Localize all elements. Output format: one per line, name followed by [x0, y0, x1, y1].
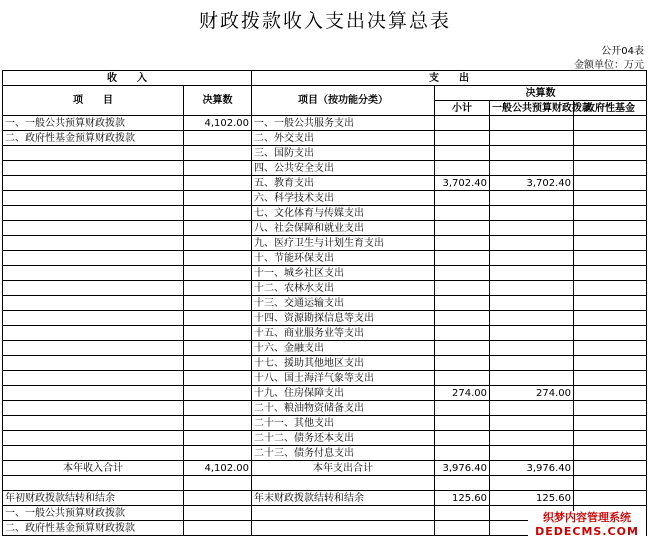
expense-item-cell: 二十、粮油物资储备支出	[252, 401, 435, 416]
watermark-line-1: 织梦内容管理系统	[543, 511, 631, 524]
expense-header: 支 出	[252, 71, 647, 86]
income-item-cell	[3, 401, 184, 416]
expense-final-header: 决算数	[435, 86, 647, 101]
income-item-cell	[3, 221, 184, 236]
income-item-header: 项 目	[3, 86, 184, 116]
expense-item-header: 项目（按功能分类）	[252, 86, 435, 116]
income-item-cell: 一、一般公共预算财政拨款	[3, 506, 184, 521]
table-row	[3, 446, 647, 461]
income-amount-cell	[184, 266, 252, 281]
income-amount-cell	[184, 161, 252, 176]
general-budget-cell	[490, 191, 574, 206]
general-budget-cell: 274.00	[490, 386, 574, 401]
gov-fund-header: 政府性基金	[574, 101, 647, 116]
gov-fund-cell	[574, 416, 647, 431]
subtotal-cell	[435, 401, 490, 416]
income-item-cell	[3, 236, 184, 251]
page-title: 财政拨款收入支出决算总表	[198, 10, 451, 32]
general-budget-cell	[490, 311, 574, 326]
subtotal-cell	[435, 191, 490, 206]
table-row	[3, 326, 647, 341]
income-item-cell	[3, 206, 184, 221]
gov-fund-cell	[574, 296, 647, 311]
expense-item-cell: 九、医疗卫生与计划生育支出	[252, 236, 435, 251]
income-item-cell	[3, 371, 184, 386]
subtotal-cell	[435, 431, 490, 446]
expense-item-cell: 十五、商业服务业等支出	[252, 326, 435, 341]
subtotal-cell	[435, 521, 490, 536]
income-amount-cell	[184, 446, 252, 461]
subtotal-cell: 274.00	[435, 386, 490, 401]
spacer-cell	[252, 476, 435, 491]
subtotal-cell	[435, 251, 490, 266]
header-row-1	[3, 71, 647, 86]
subtotal-cell	[435, 371, 490, 386]
general-budget-cell	[490, 446, 574, 461]
income-header: 收 入	[3, 71, 252, 86]
expense-item-cell: 年末财政拨款结转和结余	[252, 491, 435, 506]
table-row	[3, 191, 647, 206]
expense-item-cell: 十一、城乡社区支出	[252, 266, 435, 281]
gov-fund-cell	[574, 386, 647, 401]
expense-total-fund	[574, 461, 647, 476]
general-budget-cell	[490, 281, 574, 296]
gov-fund-cell	[574, 146, 647, 161]
spacer-row	[3, 476, 647, 491]
header-row-2	[3, 86, 647, 101]
income-amount-cell	[184, 221, 252, 236]
subtotal-cell	[435, 221, 490, 236]
table-row	[3, 401, 647, 416]
subtotal-header: 小计	[435, 101, 490, 116]
subtotal-cell	[435, 266, 490, 281]
expense-item-cell: 七、文化体育与传媒支出	[252, 206, 435, 221]
table-row	[3, 386, 647, 401]
income-item-cell	[3, 176, 184, 191]
income-item-cell	[3, 161, 184, 176]
gov-fund-cell	[574, 371, 647, 386]
general-budget-cell	[490, 146, 574, 161]
total-row	[3, 461, 647, 476]
general-budget-cell	[490, 221, 574, 236]
general-budget-cell	[490, 116, 574, 131]
income-final-header: 决算数	[184, 86, 252, 116]
expense-item-cell: 四、公共安全支出	[252, 161, 435, 176]
subtotal-cell	[435, 356, 490, 371]
income-item-cell	[3, 281, 184, 296]
income-amount-cell	[184, 356, 252, 371]
income-amount-cell	[184, 131, 252, 146]
expense-item-cell	[252, 506, 435, 521]
subtotal-cell	[435, 341, 490, 356]
income-amount-cell	[184, 326, 252, 341]
income-amount-cell	[184, 206, 252, 221]
table-row	[3, 431, 647, 446]
gov-fund-cell	[574, 236, 647, 251]
general-budget-cell	[490, 326, 574, 341]
spacer-cell	[3, 476, 184, 491]
income-amount-cell	[184, 401, 252, 416]
income-item-cell	[3, 356, 184, 371]
expense-total-general: 3,976.40	[490, 461, 574, 476]
subtotal-cell	[435, 206, 490, 221]
gov-fund-cell	[574, 116, 647, 131]
expense-item-cell: 二、外交支出	[252, 131, 435, 146]
gov-fund-cell	[574, 131, 647, 146]
income-item-cell	[3, 341, 184, 356]
expense-item-cell: 十三、交通运输支出	[252, 296, 435, 311]
general-budget-cell	[490, 131, 574, 146]
watermark-line-2: DEDECMS.COM	[535, 525, 639, 538]
income-item-cell	[3, 266, 184, 281]
income-item-cell	[3, 251, 184, 266]
subtotal-cell	[435, 161, 490, 176]
income-item-cell: 一、一般公共预算财政拨款	[3, 116, 184, 131]
subtotal-cell	[435, 296, 490, 311]
general-budget-cell	[490, 371, 574, 386]
table-row	[3, 416, 647, 431]
table-row	[3, 371, 647, 386]
expense-item-cell: 十六、金融支出	[252, 341, 435, 356]
income-item-cell	[3, 386, 184, 401]
table-row	[3, 131, 647, 146]
gov-fund-cell	[574, 251, 647, 266]
general-budget-cell	[490, 266, 574, 281]
expense-item-cell: 八、社会保障和就业支出	[252, 221, 435, 236]
gov-fund-cell	[574, 176, 647, 191]
table-row	[3, 296, 647, 311]
general-budget-cell	[490, 356, 574, 371]
gov-fund-cell	[574, 161, 647, 176]
income-item-cell: 年初财政拨款结转和结余	[3, 491, 184, 506]
income-amount-cell: 4,102.00	[184, 116, 252, 131]
gov-fund-cell	[574, 206, 647, 221]
spacer-cell	[490, 476, 574, 491]
expense-total-subtotal: 3,976.40	[435, 461, 490, 476]
general-budget-cell	[490, 401, 574, 416]
table-row	[3, 116, 647, 131]
income-amount-cell	[184, 251, 252, 266]
subtotal-cell	[435, 506, 490, 521]
income-item-cell	[3, 446, 184, 461]
gov-fund-cell	[574, 191, 647, 206]
gov-fund-cell	[574, 491, 647, 506]
income-amount-cell	[184, 506, 252, 521]
income-total-label: 本年收入合计	[3, 461, 184, 476]
expense-item-cell: 十九、住房保障支出	[252, 386, 435, 401]
expense-item-cell: 十七、援助其他地区支出	[252, 356, 435, 371]
subtotal-cell	[435, 146, 490, 161]
expense-total-label: 本年支出合计	[252, 461, 435, 476]
income-item-cell	[3, 431, 184, 446]
subtotal-cell	[435, 416, 490, 431]
budget-table	[2, 70, 647, 536]
gov-fund-cell	[574, 221, 647, 236]
table-row	[3, 311, 647, 326]
table-row	[3, 161, 647, 176]
income-amount-cell	[184, 311, 252, 326]
general-budget-cell	[490, 416, 574, 431]
income-item-cell	[3, 311, 184, 326]
income-amount-cell	[184, 431, 252, 446]
table-row	[3, 146, 647, 161]
form-number: 公开04表	[601, 46, 644, 57]
expense-item-cell: 十八、国土海洋气象等支出	[252, 371, 435, 386]
subtotal-cell	[435, 236, 490, 251]
income-amount-cell	[184, 491, 252, 506]
expense-item-cell: 一、一般公共服务支出	[252, 116, 435, 131]
gov-fund-cell	[574, 431, 647, 446]
income-amount-cell	[184, 416, 252, 431]
expense-item-cell: 十二、农林水支出	[252, 281, 435, 296]
income-amount-cell	[184, 386, 252, 401]
spacer-cell	[574, 476, 647, 491]
expense-item-cell: 十、节能环保支出	[252, 251, 435, 266]
table-row	[3, 266, 647, 281]
income-amount-cell	[184, 521, 252, 536]
gov-fund-cell	[574, 341, 647, 356]
gov-fund-cell	[574, 446, 647, 461]
spacer-cell	[184, 476, 252, 491]
table-row	[3, 251, 647, 266]
gov-fund-cell	[574, 266, 647, 281]
gov-fund-cell	[574, 326, 647, 341]
expense-item-cell: 三、国防支出	[252, 146, 435, 161]
watermark-logo	[528, 511, 646, 541]
expense-item-cell: 六、科学技术支出	[252, 191, 435, 206]
income-item-cell	[3, 326, 184, 341]
subtotal-cell	[435, 131, 490, 146]
general-budget-cell	[490, 236, 574, 251]
table-row	[3, 341, 647, 356]
income-amount-cell	[184, 341, 252, 356]
general-budget-cell	[490, 161, 574, 176]
subtotal-cell	[435, 311, 490, 326]
income-amount-cell	[184, 146, 252, 161]
general-budget-header: 一般公共预算财政拨款	[490, 101, 574, 116]
subtotal-cell	[435, 281, 490, 296]
gov-fund-cell	[574, 311, 647, 326]
carry-row	[3, 491, 647, 506]
gov-fund-cell	[574, 281, 647, 296]
income-amount-cell	[184, 371, 252, 386]
general-budget-cell	[490, 206, 574, 221]
gov-fund-cell	[574, 401, 647, 416]
income-item-cell: 二、政府性基金预算财政拨款	[3, 131, 184, 146]
amount-unit: 金额单位：万元	[574, 60, 644, 71]
income-item-cell	[3, 296, 184, 311]
expense-item-cell: 十四、资源勘探信息等支出	[252, 311, 435, 326]
expense-item-cell: 二十三、债务付息支出	[252, 446, 435, 461]
income-total-amount: 4,102.00	[184, 461, 252, 476]
expense-item-cell: 二十二、债务还本支出	[252, 431, 435, 446]
expense-item-cell: 五、教育支出	[252, 176, 435, 191]
subtotal-cell: 3,702.40	[435, 176, 490, 191]
table-row	[3, 206, 647, 221]
general-budget-cell	[490, 296, 574, 311]
general-budget-cell: 3,702.40	[490, 176, 574, 191]
income-item-cell	[3, 416, 184, 431]
general-budget-cell	[490, 431, 574, 446]
income-item-cell: 二、政府性基金预算财政拨款	[3, 521, 184, 536]
expense-item-cell	[252, 521, 435, 536]
general-budget-cell	[490, 341, 574, 356]
table-row	[3, 281, 647, 296]
subtotal-cell	[435, 116, 490, 131]
income-amount-cell	[184, 176, 252, 191]
gov-fund-cell	[574, 356, 647, 371]
income-amount-cell	[184, 236, 252, 251]
subtotal-cell	[435, 326, 490, 341]
table-row	[3, 236, 647, 251]
subtotal-cell: 125.60	[435, 491, 490, 506]
subtotal-cell	[435, 446, 490, 461]
income-amount-cell	[184, 296, 252, 311]
income-item-cell	[3, 146, 184, 161]
income-amount-cell	[184, 191, 252, 206]
table-row	[3, 356, 647, 371]
expense-item-cell: 二十一、其他支出	[252, 416, 435, 431]
spacer-cell	[435, 476, 490, 491]
income-amount-cell	[184, 281, 252, 296]
income-item-cell	[3, 191, 184, 206]
table-row	[3, 176, 647, 191]
general-budget-cell: 125.60	[490, 491, 574, 506]
table-row	[3, 221, 647, 236]
general-budget-cell	[490, 251, 574, 266]
